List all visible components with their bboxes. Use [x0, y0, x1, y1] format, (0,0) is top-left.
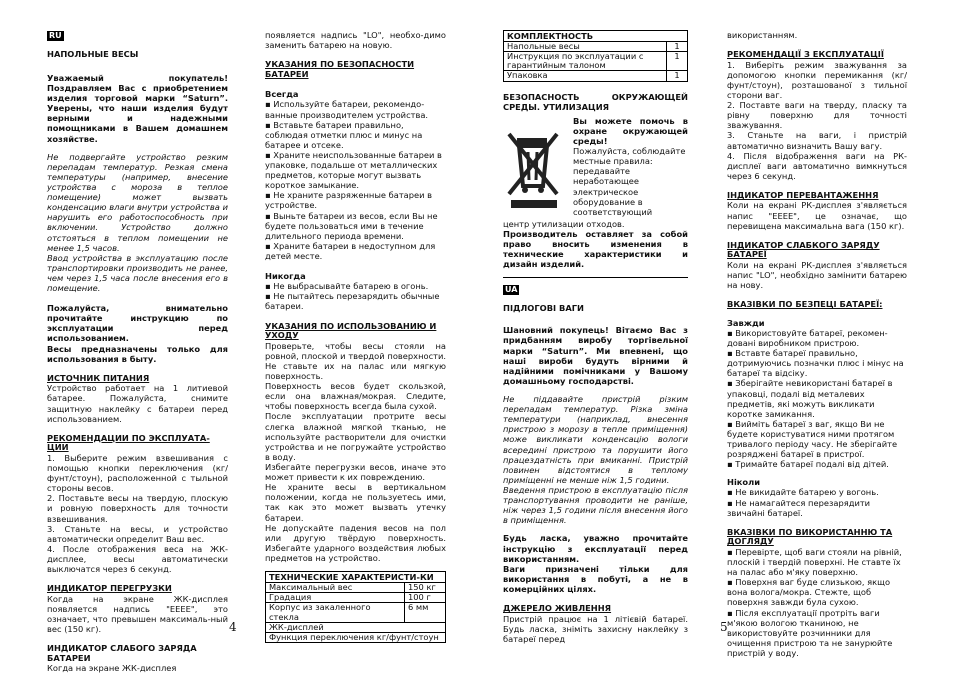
kit-table — [503, 41, 688, 82]
ua-never-title: Ніколи — [727, 477, 761, 488]
ru-never-title: Никогда — [265, 271, 306, 282]
ua-always-list — [727, 328, 907, 470]
list-item: ▪ Вставте батареї правильно, дотримуючись позначки плюс і мінус на батареї та відсіку. — [727, 348, 904, 379]
spec-table-block — [265, 571, 446, 643]
ru-overload-title: ИНДИКАТОР ПЕРЕГРУЗКИ — [47, 583, 172, 594]
ua-overload-title: ІНДИКАТОР ПЕРЕВАНТАЖЕННЯ — [727, 189, 879, 200]
list-item: ▪ Выньте батареи из весов, если Вы не будете пользоваться ими в течение длительного периода времени. — [265, 210, 438, 241]
ru-use-3: После эксплуатации протрите весы слегка влажной мягкой тканью, не используйте растворители для очистки устройства и не погружайте устройство в воду. — [265, 411, 446, 462]
ru-always-list — [265, 99, 446, 261]
ru-eco-bold: Вы можете помочь в охране окружающей среды! — [573, 115, 688, 147]
ru-title: НАПОЛЬНЫЕ ВЕСЫ — [47, 48, 139, 59]
ru-purpose: Весы предназначены только для использования в быту. — [47, 343, 228, 364]
column-1 — [47, 30, 228, 681]
table-row — [266, 632, 446, 642]
list-item: ▪ Перевірте, щоб ваги стояли на рівній, плоскій і твердій поверхні. Не ставте їх на палас або м'яку поверхню. — [727, 546, 902, 578]
ru-maker-note: Производитель оставляет за собой право вносить изменения в технические характеристики и дизайн изделий. — [503, 229, 688, 270]
ua-warning: Не піддавайте пристрій різким перепадам температур. Різка зміна температури (наприклад, внесення пристрою з морозу в тепле приміщення) може викликати конденсацію вологи всередині пристрою та порушити його працездатність при вмиканні. Пристрій повинен відстоятися в теплому приміщенні не менше ніж 1,5 години. — [503, 393, 688, 485]
ua-title: ПІДЛОГОВІ ВАГИ — [503, 303, 584, 314]
table-row — [266, 603, 446, 622]
ru-power-text: Устройство работает на 1 литиевой батарее. Пожалуйста, снимите защитную наклейку с батареи перед использованием. — [47, 383, 228, 424]
table-cell: Упаковка — [504, 71, 667, 81]
list-item: ▪ Використовуйте батареї, рекомен-довані виробником пристрою. — [727, 327, 888, 348]
lang-tag-ua: UA — [505, 285, 518, 295]
list-item: ▪ Вийміть батареї з ваг, якщо Ви не будете користуватися ними протягом тривалого періоду часу. Не зберігайте розряджені батареї в пристрої. — [727, 418, 898, 460]
ru-overload-text: Когда на экране ЖК-дисплея появляется надпись "EEEE", это означает, что превышен максималь-ный вес (150 кг). — [47, 593, 228, 635]
list-item: ▪ Не викидайте батарею у вогонь. — [727, 487, 879, 498]
ua-read-instructions: Будь ласка, уважно прочитайте інструкцію з експлуатації перед використанням. — [503, 533, 688, 564]
ru-rec-2: 2. Поставьте весы на твердую, плоскую и ровную поверхность для точности взвешивания. — [47, 493, 228, 524]
ru-use-2: Поверхность весов будет скользкой, если она влажная/мокрая. Следите, чтобы поверхность всегда была сухой. — [265, 381, 446, 412]
ua-rec-4: 4. Після відображення ваги на РК-дисплеї ваги автоматично вимкнуться через 6 секунд. — [727, 150, 907, 181]
ru-power-title: ИСТОЧНИК ПИТАНИЯ — [47, 372, 150, 383]
table-row — [504, 42, 688, 52]
ua-warning-2: Введення пристрою в експлуатацію після транспортування проводити не раніше, ніж через 1,5 години після внесення його в приміщення. — [503, 484, 688, 526]
table-row — [266, 622, 446, 632]
ru-never-list — [265, 281, 446, 311]
ru-rec-3: 3. Станьте на весы, и устройство автоматически определит Ваш вес. — [47, 523, 228, 544]
ru-lowbat-cont: появляется надпись "LO", необхо-димо заменить батарею на новую. — [265, 30, 446, 51]
ru-eco-cont: центр утилизации отходов. — [503, 218, 625, 229]
ru-use-title: УКАЗАНИЯ ПО ИСПОЛЬЗОВАНИЮ И УХОДУ — [265, 320, 437, 341]
ru-warning-2: Ввод устройства в эксплуатацию после транспортировки производить не ранее, чем через 1,5 часа после внесения его в помещение. — [47, 252, 228, 294]
ru-rec-1: 1. Выберите режим взвешивания с помощью кнопки переключения (кг/фунт/стоун), расположенной с тыльной стороны весов. — [47, 452, 228, 494]
table-cell: Корпус из закаленного стекла — [266, 603, 405, 622]
table-cell: 1 — [667, 42, 688, 52]
table-cell: 1 — [667, 71, 688, 81]
ua-rec-title: РЕКОМЕНДАЦІЇ З ЕКСПЛУАТАЦІЇ — [727, 49, 884, 60]
ru-rec-title: РЕКОМЕНДАЦИИ ПО ЭКСПЛУАТА-ЦИИ — [47, 432, 210, 453]
ua-overload-text: Коли на екрані РК-дисплея з'являється напис "EEEE", це означає, що перевищена максимальна вага (150 кг). — [727, 200, 907, 231]
ua-rec-3: 3. Станьте на ваги, і пристрій автоматично визначить Вашу вагу. — [727, 130, 907, 151]
table-cell: Максимальный вес — [266, 583, 405, 593]
ru-rec-4: 4. После отображения веса на ЖК-дисплее, весы автоматически выключатся через 6 секунд. — [47, 543, 228, 575]
ru-warning: Не подвергайте устройство резким перепадам температур. Резкая смена температуры (например, внесение устройства с мороза в теплое помещение) может вызвать конденсацию влаги внутри устройства и нарушить его работоспособность при включении. Устройство должно отстояться в теплом помещении не менее 1,5 часов. — [47, 151, 228, 253]
list-item: ▪ Не намагайтеся перезарядити звичайні батареї. — [727, 497, 871, 518]
table-cell: 100 г — [405, 593, 446, 603]
ua-use-title: ВКАЗІВКИ ПО ВИКОРИСТАННЮ ТА ДОГЛЯДУ — [727, 526, 893, 547]
ua-use-list — [727, 547, 907, 658]
ru-read-instructions: Пожалуйста, внимательно прочитайте инструкцию по эксплуатации перед использованием. — [47, 303, 228, 344]
list-item: ▪ Храните батареи в недоступном для детей месте. — [265, 240, 436, 262]
ua-safety-title: ВКАЗІВКИ ПО БЕЗПЕЦІ БАТАРЕЇ: — [727, 299, 883, 310]
table-cell: Напольные весы — [504, 42, 667, 52]
table-cell: ЖК-дисплей — [266, 622, 446, 632]
table-cell: Градация — [266, 593, 405, 603]
table-cell: Функция переключения кг/фунт/стоун — [266, 632, 446, 642]
table-row — [504, 71, 688, 81]
table-cell: 6 мм — [405, 603, 446, 622]
spec-table-title: ТЕХНИЧЕСКИЕ ХАРАКТЕРИСТИ-КИ — [265, 571, 446, 582]
column-3 — [503, 30, 688, 652]
ru-lowbat-text: Когда на экране ЖК-дисплея — [47, 663, 177, 674]
column-4 — [727, 30, 907, 658]
table-row — [504, 52, 688, 71]
ru-use-4: Избегайте перегрузки весов, иначе это может привести к их повреждению. — [265, 461, 446, 483]
ru-lowbat-title: ИНДИКАТОР СЛАБОГО ЗАРЯДА БАТАРЕИ — [47, 643, 197, 663]
table-cell: Инструкция по эксплуатации с гарантийным талоном — [504, 52, 667, 71]
lang-tag-ru: RU — [49, 31, 62, 40]
ru-eco-title: БЕЗОПАСНОСТЬ ОКРУЖАЮЩЕЙ СРЕДЫ. УТИЛИЗАЦИЯ — [503, 91, 688, 112]
ru-greeting: Уважаемый покупатель! Поздравляем Вас с приобретением изделия торговой марки “Saturn”. Уверены, что наши изделия будут верными и надежными помощниками в Вашем домашнем хозяйстве. — [47, 72, 228, 144]
recycle-block — [503, 116, 688, 217]
eco-text-block — [573, 116, 688, 217]
ru-eco-text: Пожалуйста, соблюдайте местные правила: передавайте неработающее электрическое оборудование в соответствующий — [573, 146, 686, 217]
ua-power-cont: використанням. — [727, 30, 798, 40]
list-item: ▪ Зберігайте невикористані батареї в упаковці, подалі від металевих предметів, які можуть викликати коротке замикання. — [727, 378, 893, 419]
ua-purpose: Ваги призначені тільки для використання в побуті, а не в комерційних цілях. — [503, 563, 688, 594]
ru-use-1: Проверьте, чтобы весы стояли на ровной, плоской и твердой поверхности. Не ставьте их на палас или мягкую поверхность. — [265, 340, 446, 381]
list-item: ▪ Поверхня ваг буде слизькою, якщо вона волога/мокра. Стежте, щоб поверхня завжди була сухою. — [727, 577, 891, 608]
ua-always-title: Завжди — [727, 317, 765, 328]
page-number-right: 5 — [720, 620, 728, 635]
ua-lowbat-title: ІНДИКАТОР СЛАБКОГО ЗАРЯДУ БАТАРЕЇ — [727, 239, 880, 260]
ru-safety-title: УКАЗАНИЯ ПО БЕЗОПАСНОСТИ БАТАРЕИ — [265, 59, 415, 79]
ua-never-list — [727, 487, 907, 517]
spec-table — [265, 582, 446, 643]
table-cell: 150 кг — [405, 583, 446, 593]
list-item: ▪ Не пытайтесь перезарядить обычные батареи. — [265, 291, 440, 312]
kit-table-title: КОМПЛЕКТНОСТЬ — [503, 30, 688, 41]
ru-use-5: Не храните весы в вертикальном положении, когда не пользуетесь ими, так как это может вызвать утечку батареи. — [265, 482, 446, 523]
table-cell: 1 — [667, 52, 688, 71]
table-row — [266, 583, 446, 593]
list-item: ▪ Храните неиспользованные батареи в упаковке, подальше от металлических предметов, которые могут вызвать короткое замыкание. — [265, 149, 442, 191]
ua-lowbat-text: Коли на екрані РК-дисплея з'являється напис "LO", необхідно замінити батарею на нову. — [727, 259, 907, 291]
list-item: ▪ Тримайте батареї подалі від дітей. — [727, 459, 889, 470]
list-item: ▪ Используйте батареи, рекомендо-ванные производителем устройства. — [265, 99, 429, 120]
list-item: ▪ Не храните разряженные батареи в устройстве. — [265, 190, 433, 211]
crossed-bin-icon — [503, 116, 565, 210]
divider — [503, 277, 688, 278]
ua-rec-2: 2. Поставте ваги на тверду, пласку та рівну поверхню для точності зважування. — [727, 100, 907, 131]
kit-table-block — [503, 30, 688, 82]
table-row — [266, 593, 446, 603]
list-item: ▪ Після експлуатації протріть ваги м'якою вологою тканиною, не використовуйте розчинники для очищення пристрою та не занурюйте пристрій у воду. — [727, 607, 893, 658]
ua-power-text: Пристрій працює на 1 літієвій батареї. Будь ласка, зніміть захисну наклейку з батареї перед — [503, 613, 688, 644]
page-number-left: 4 — [229, 620, 237, 635]
list-item: ▪ Вставьте батареи правильно, соблюдая отметки плюс и минус на батарее и отсеке. — [265, 119, 423, 150]
ua-rec-1: 1. Виберіть режим зважування за допомогою кнопки перемикання (кг/фунт/стоун), розташованої з тильної сторони ваг. — [727, 59, 907, 100]
ru-use-6: Не допускайте падения весов на пол или другую твёрдую поверхность. Избегайте ударного воздействия любых предметов на устройство. — [265, 522, 446, 563]
ua-power-title: ДЖЕРЕЛО ЖИВЛЕННЯ — [503, 603, 612, 614]
ru-always-title: Всегда — [265, 89, 299, 100]
list-item: ▪ Не выбрасывайте батарею в огонь. — [265, 281, 429, 292]
column-2 — [265, 30, 446, 643]
ua-greeting: Шановний покупець! Вітаємо Вас з придбанням виробу торгівельної марки “Saturn”. Ми впевнені, що наші вироби будуть вірними й надійними помічниками у Вашому домашньому господарстві. — [503, 325, 688, 386]
